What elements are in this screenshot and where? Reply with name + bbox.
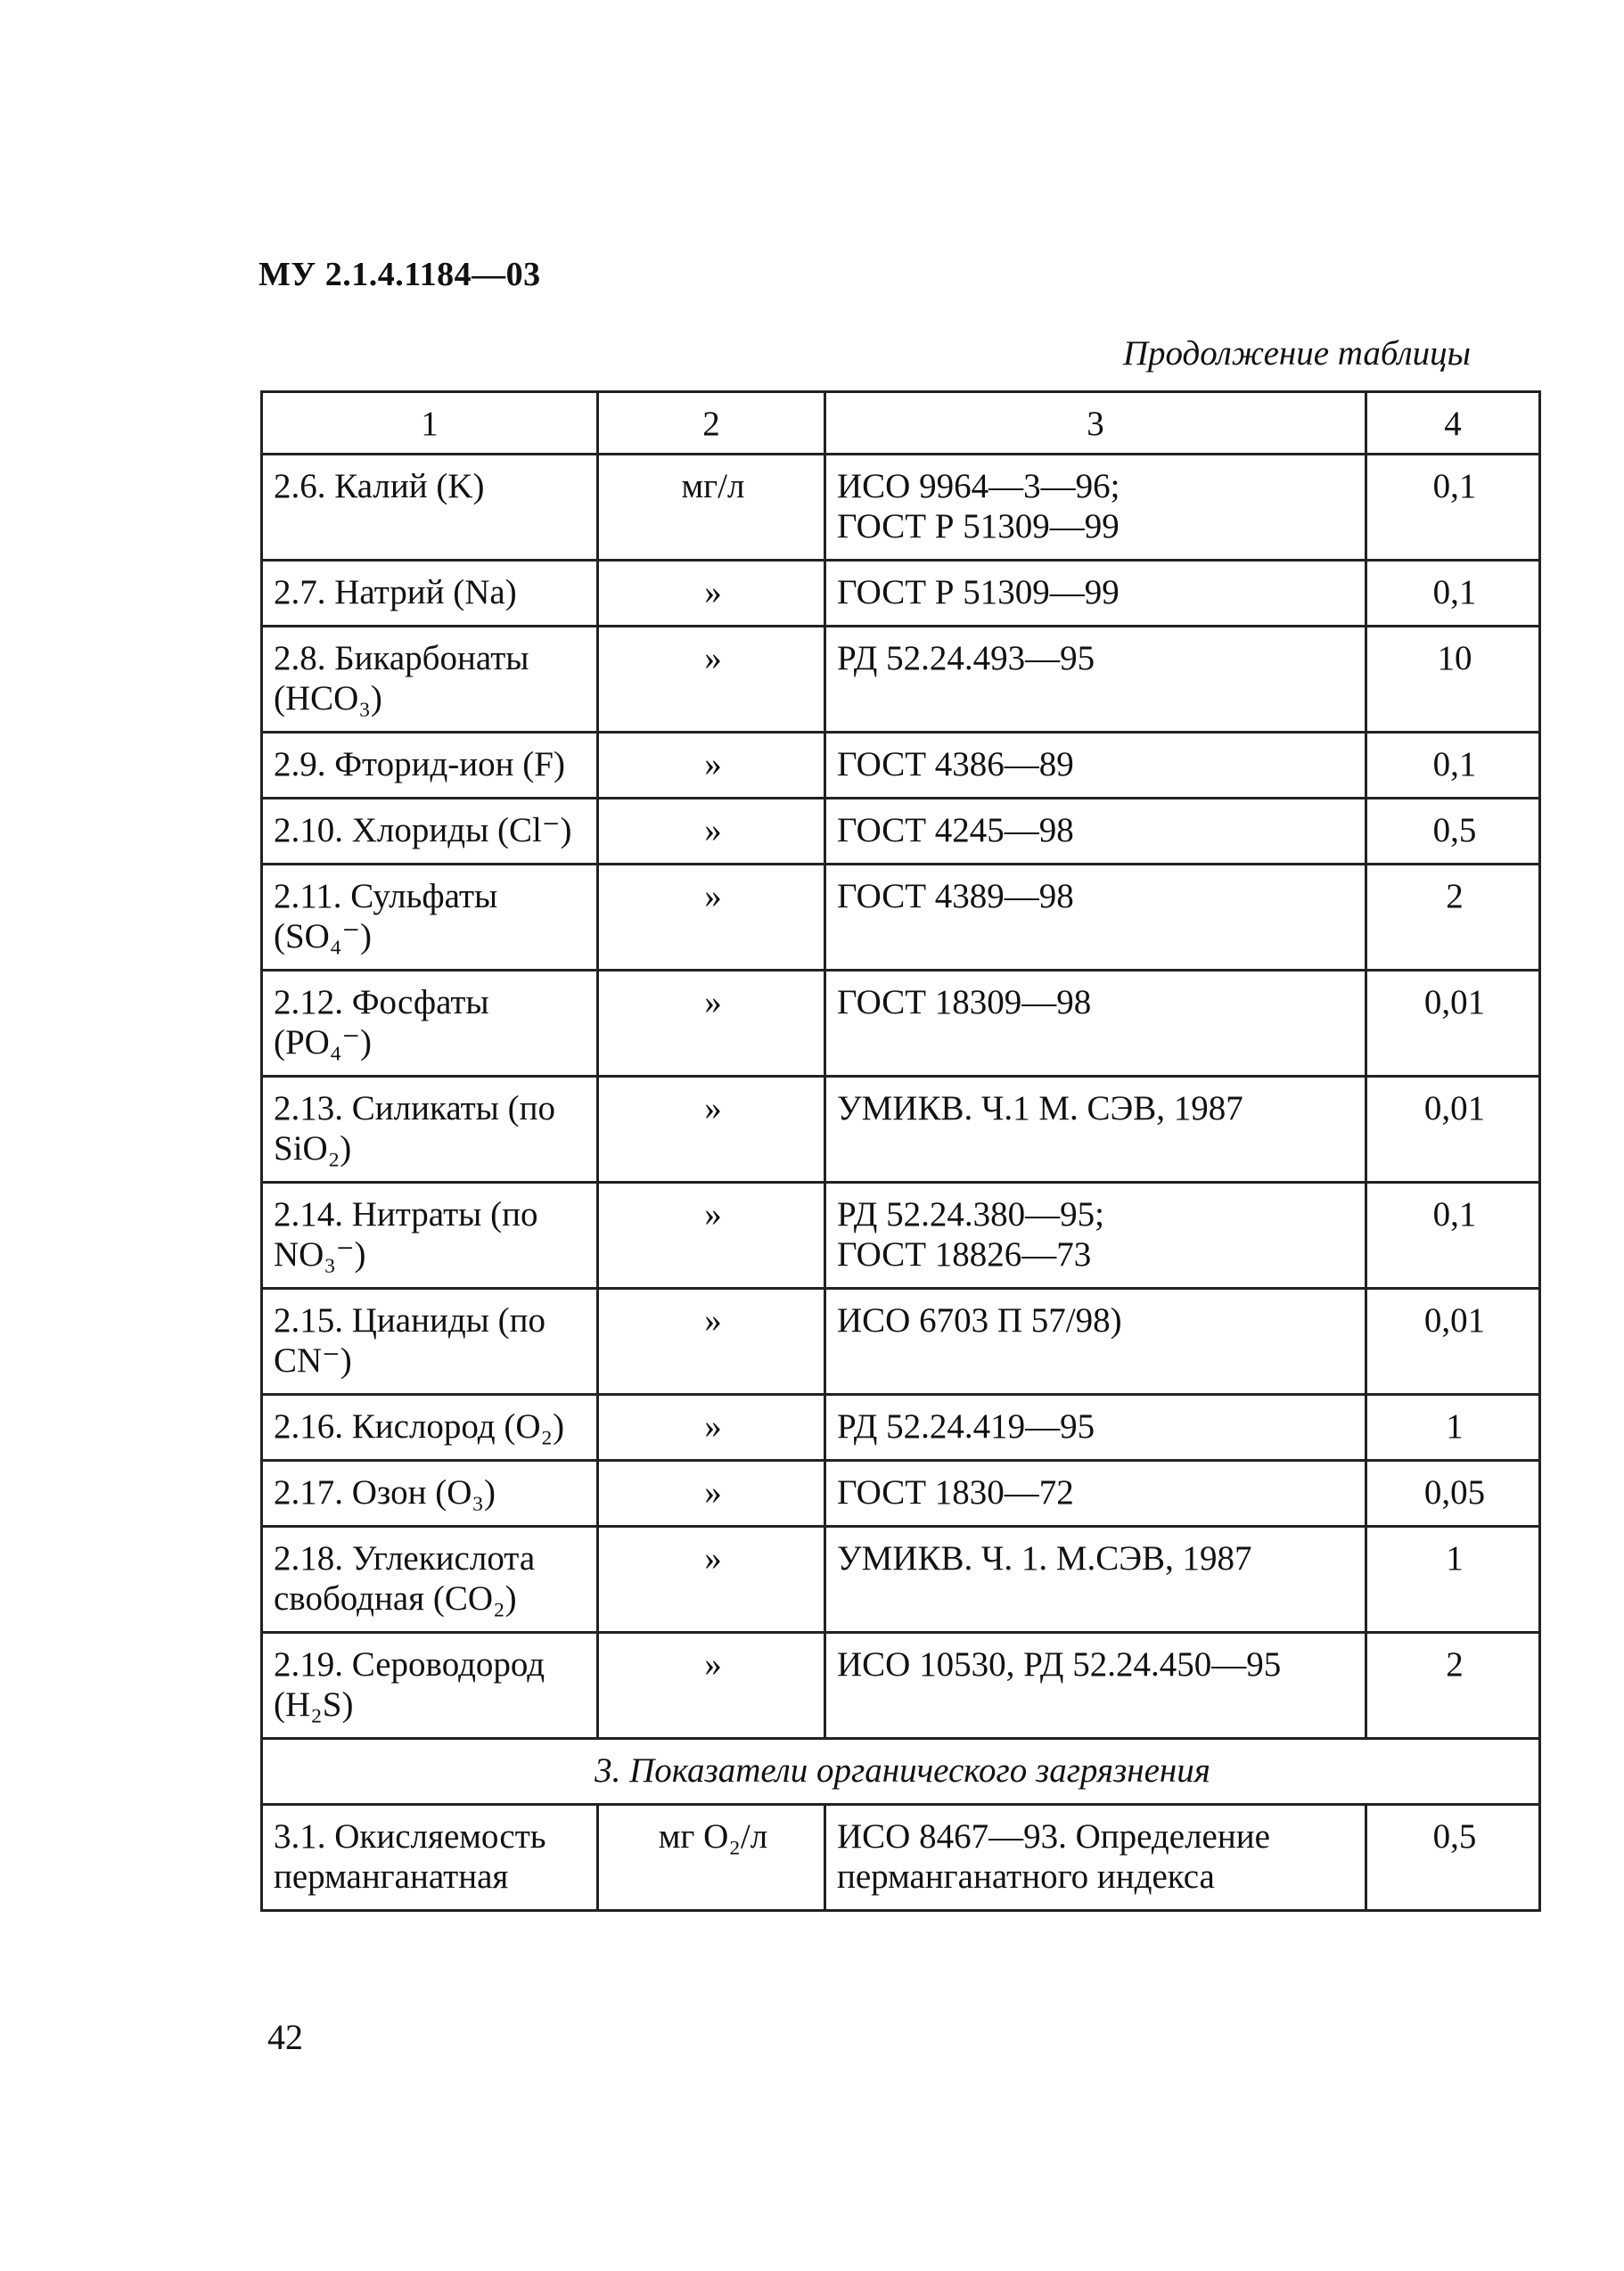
detection-limit-cell: 0,1 bbox=[1366, 733, 1540, 799]
method-line: ГОСТ 18309—98 bbox=[837, 983, 1092, 1021]
method-cell bbox=[825, 1633, 1366, 1739]
method-line: ГОСТ 4245—98 bbox=[837, 811, 1074, 849]
page-number: 42 bbox=[267, 2017, 303, 2057]
parameter-cell: 2.16. Кислород (O₂) bbox=[262, 1395, 598, 1461]
unit-cell: » bbox=[598, 865, 825, 971]
table-row bbox=[262, 561, 1540, 627]
method-line: ГОСТ 18826—73 bbox=[837, 1235, 1092, 1274]
parameter-cell: 2.13. Силикаты (по SiO₂) bbox=[262, 1077, 598, 1183]
detection-limit-cell: 0,01 bbox=[1366, 971, 1540, 1077]
parameter-cell: 2.7. Натрий (Na) bbox=[262, 561, 598, 627]
method-line: ГОСТ Р 51309—99 bbox=[837, 573, 1120, 611]
table-body bbox=[262, 455, 1540, 1911]
method-cell bbox=[825, 1183, 1366, 1289]
detection-limit-cell: 2 bbox=[1366, 865, 1540, 971]
method-cell bbox=[825, 561, 1366, 627]
column-header-2: 2 bbox=[598, 392, 825, 455]
table-continuation-caption: Продолжение таблицы bbox=[1122, 334, 1471, 373]
parameter-cell: 2.12. Фосфаты (PO₄⁻) bbox=[262, 971, 598, 1077]
method-line: РД 52.24.419—95 bbox=[837, 1407, 1095, 1446]
table-row bbox=[262, 865, 1540, 971]
table-row bbox=[262, 1395, 1540, 1461]
parameter-cell: 3.1. Окисляемость перманганатная bbox=[262, 1805, 598, 1911]
unit-cell: » bbox=[598, 1077, 825, 1183]
method-line: ИСО 10530, РД 52.24.450—95 bbox=[837, 1645, 1282, 1684]
unit-cell: » bbox=[598, 1633, 825, 1739]
parameter-cell: 2.10. Хлориды (Cl⁻) bbox=[262, 799, 598, 865]
detection-limit-cell: 0,1 bbox=[1366, 455, 1540, 561]
unit-cell: » bbox=[598, 971, 825, 1077]
detection-limit-cell: 0,01 bbox=[1366, 1077, 1540, 1183]
parameter-cell: 2.19. Сероводород (H₂S) bbox=[262, 1633, 598, 1739]
parameter-cell: 2.15. Цианиды (по CN⁻) bbox=[262, 1289, 598, 1395]
unit-cell: » bbox=[598, 1183, 825, 1289]
document-code: МУ 2.1.4.1184—03 bbox=[258, 256, 541, 293]
method-line: ГОСТ 1830—72 bbox=[837, 1473, 1074, 1512]
unit-cell: » bbox=[598, 1527, 825, 1633]
method-cell bbox=[825, 627, 1366, 733]
method-cell bbox=[825, 1395, 1366, 1461]
unit-cell: » bbox=[598, 733, 825, 799]
section-title: 3. Показатели органического загрязнения bbox=[262, 1739, 1540, 1805]
table-row bbox=[262, 627, 1540, 733]
parameter-cell: 2.11. Сульфаты (SO₄⁻) bbox=[262, 865, 598, 971]
method-line: ИСО 6703 П 57/98) bbox=[837, 1301, 1122, 1340]
method-cell bbox=[825, 1289, 1366, 1395]
methods-table bbox=[260, 390, 1541, 1912]
table-row bbox=[262, 799, 1540, 865]
detection-limit-cell: 0,1 bbox=[1366, 1183, 1540, 1289]
parameter-cell: 2.9. Фторид-ион (F) bbox=[262, 733, 598, 799]
parameter-cell: 2.14. Нитраты (по NO₃⁻) bbox=[262, 1183, 598, 1289]
table-row bbox=[262, 733, 1540, 799]
unit-cell: мг O₂/л bbox=[598, 1805, 825, 1911]
method-cell bbox=[825, 799, 1366, 865]
parameter-cell: 2.6. Калий (K) bbox=[262, 455, 598, 561]
unit-cell: мг/л bbox=[598, 455, 825, 561]
detection-limit-cell: 0,5 bbox=[1366, 799, 1540, 865]
unit-cell: » bbox=[598, 1461, 825, 1527]
detection-limit-cell: 2 bbox=[1366, 1633, 1540, 1739]
method-cell bbox=[825, 455, 1366, 561]
table-row bbox=[262, 1289, 1540, 1395]
detection-limit-cell: 10 bbox=[1366, 627, 1540, 733]
detection-limit-cell: 0,01 bbox=[1366, 1289, 1540, 1395]
detection-limit-cell: 0,5 bbox=[1366, 1805, 1540, 1911]
method-cell bbox=[825, 1527, 1366, 1633]
method-line: ИСО 8467—93. Определение перманганатного индекса bbox=[837, 1817, 1270, 1896]
table-row bbox=[262, 971, 1540, 1077]
table-row bbox=[262, 1527, 1540, 1633]
table-row bbox=[262, 1633, 1540, 1739]
method-cell bbox=[825, 1461, 1366, 1527]
method-cell bbox=[825, 971, 1366, 1077]
method-cell bbox=[825, 865, 1366, 971]
method-line: РД 52.24.380—95; bbox=[837, 1195, 1104, 1234]
method-line: УМИКВ. Ч.1 М. СЭВ, 1987 bbox=[837, 1089, 1243, 1127]
table-header-row bbox=[262, 392, 1540, 455]
unit-cell: » bbox=[598, 561, 825, 627]
column-header-3: 3 bbox=[825, 392, 1366, 455]
parameter-cell: 2.18. Углекислота свободная (CO₂) bbox=[262, 1527, 598, 1633]
section-header-row bbox=[262, 1739, 1540, 1805]
method-line: ГОСТ 4386—89 bbox=[837, 745, 1074, 783]
method-line: ГОСТ 4389—98 bbox=[837, 877, 1074, 915]
method-cell bbox=[825, 1805, 1366, 1911]
table-row bbox=[262, 1461, 1540, 1527]
method-line: ГОСТ Р 51309—99 bbox=[837, 507, 1120, 545]
detection-limit-cell: 1 bbox=[1366, 1395, 1540, 1461]
table-row bbox=[262, 455, 1540, 561]
detection-limit-cell: 1 bbox=[1366, 1527, 1540, 1633]
detection-limit-cell: 0,1 bbox=[1366, 561, 1540, 627]
parameter-cell: 2.17. Озон (O₃) bbox=[262, 1461, 598, 1527]
detection-limit-cell: 0,05 bbox=[1366, 1461, 1540, 1527]
unit-cell: » bbox=[598, 799, 825, 865]
column-header-1: 1 bbox=[262, 392, 598, 455]
parameter-cell: 2.8. Бикарбонаты (HCO₃) bbox=[262, 627, 598, 733]
method-line: ИСО 9964—3—96; bbox=[837, 467, 1120, 505]
unit-cell: » bbox=[598, 1395, 825, 1461]
unit-cell: » bbox=[598, 627, 825, 733]
table-row bbox=[262, 1077, 1540, 1183]
table-row bbox=[262, 1805, 1540, 1911]
unit-cell: » bbox=[598, 1289, 825, 1395]
method-line: РД 52.24.493—95 bbox=[837, 639, 1095, 677]
table-row bbox=[262, 1183, 1540, 1289]
method-line: УМИКВ. Ч. 1. М.СЭВ, 1987 bbox=[837, 1539, 1252, 1578]
column-header-4: 4 bbox=[1366, 392, 1540, 455]
method-cell bbox=[825, 1077, 1366, 1183]
method-cell bbox=[825, 733, 1366, 799]
